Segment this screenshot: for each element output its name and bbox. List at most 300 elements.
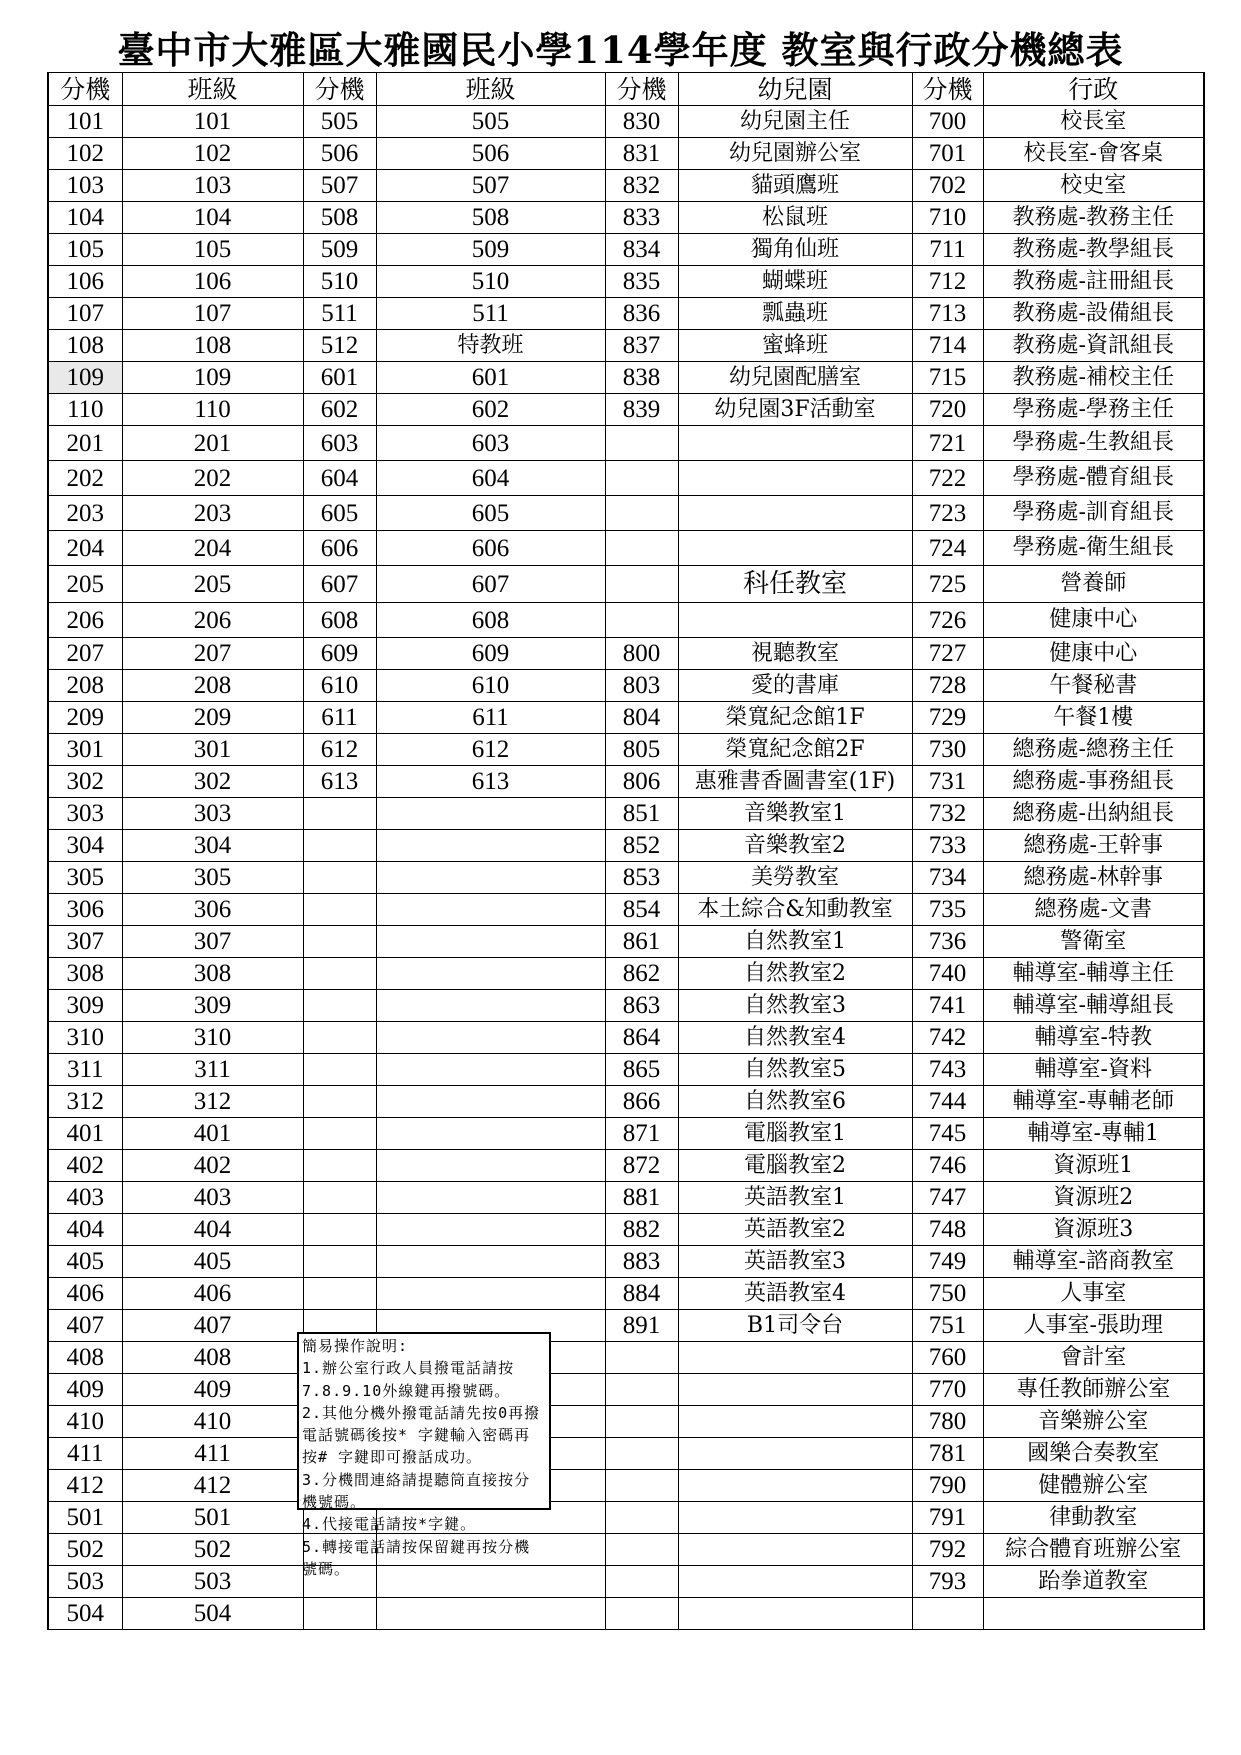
cell-ext: 410 <box>48 1406 122 1438</box>
table-row <box>48 1246 1204 1278</box>
cell-class: 310 <box>122 1022 303 1054</box>
cell-kg-ext <box>605 1470 678 1502</box>
cell-kg-room: 松鼠班 <box>678 202 912 234</box>
cell-class: 308 <box>122 958 303 990</box>
cell-kg-room <box>678 426 912 461</box>
cell-class2: 612 <box>376 734 605 766</box>
cell-admin-office <box>983 1598 1204 1630</box>
page-title: 臺中市大雅區大雅國民小學114學年度 教室與行政分機總表 <box>117 28 1124 72</box>
cell-ext: 405 <box>48 1246 122 1278</box>
cell-admin-office: 教務處-資訊組長 <box>983 330 1204 362</box>
cell-kg-ext: 891 <box>605 1310 678 1342</box>
cell-ext2 <box>303 1086 376 1118</box>
cell-class2 <box>376 1022 605 1054</box>
cell-kg-room <box>678 603 912 638</box>
cell-admin-ext: 792 <box>912 1534 983 1566</box>
cell-admin-office: 學務處-訓育組長 <box>983 496 1204 531</box>
cell-kg-room: 自然教室6 <box>678 1086 912 1118</box>
cell-class2 <box>376 830 605 862</box>
cell-ext: 107 <box>48 298 122 330</box>
cell-ext2 <box>303 862 376 894</box>
cell-ext2: 510 <box>303 266 376 298</box>
cell-class2 <box>376 1086 605 1118</box>
cell-ext: 202 <box>48 461 122 496</box>
table-row <box>48 1598 1204 1630</box>
cell-ext: 102 <box>48 138 122 170</box>
cell-class: 409 <box>122 1374 303 1406</box>
cell-admin-ext: 742 <box>912 1022 983 1054</box>
cell-ext2 <box>303 1150 376 1182</box>
cell-ext2: 508 <box>303 202 376 234</box>
cell-kg-room: 美勞教室 <box>678 862 912 894</box>
cell-admin-office: 人事室-張助理 <box>983 1310 1204 1342</box>
table-row <box>48 1470 1204 1502</box>
cell-kg-room: 英語教室1 <box>678 1182 912 1214</box>
header-admin-ext: 分機 <box>912 73 983 106</box>
cell-kg-room <box>678 1534 912 1566</box>
cell-class: 303 <box>122 798 303 830</box>
cell-kg-room <box>678 1502 912 1534</box>
cell-admin-office: 總務處-文書 <box>983 894 1204 926</box>
cell-class2 <box>376 1598 605 1630</box>
cell-admin-office: 學務處-衛生組長 <box>983 531 1204 566</box>
cell-admin-ext: 711 <box>912 234 983 266</box>
cell-ext: 404 <box>48 1214 122 1246</box>
cell-class: 105 <box>122 234 303 266</box>
cell-ext2 <box>303 926 376 958</box>
cell-ext: 304 <box>48 830 122 862</box>
cell-kg-room: 蝴蝶班 <box>678 266 912 298</box>
cell-kg-room: 瓢蟲班 <box>678 298 912 330</box>
cell-admin-ext: 715 <box>912 362 983 394</box>
table-row <box>48 1150 1204 1182</box>
cell-class: 501 <box>122 1502 303 1534</box>
table-row <box>48 138 1204 170</box>
cell-kg-room: 英語教室4 <box>678 1278 912 1310</box>
cell-kg-ext <box>605 1438 678 1470</box>
cell-kg-ext <box>605 1342 678 1374</box>
cell-class2 <box>376 1182 605 1214</box>
table-row <box>48 702 1204 734</box>
cell-ext: 409 <box>48 1374 122 1406</box>
table-row <box>48 1214 1204 1246</box>
cell-ext2: 609 <box>303 638 376 670</box>
cell-admin-ext: 780 <box>912 1406 983 1438</box>
cell-class: 202 <box>122 461 303 496</box>
cell-ext2: 512 <box>303 330 376 362</box>
header-kg-ext: 分機 <box>605 73 678 106</box>
cell-ext: 104 <box>48 202 122 234</box>
cell-ext2: 602 <box>303 394 376 426</box>
cell-ext: 504 <box>48 1598 122 1630</box>
cell-class: 209 <box>122 702 303 734</box>
cell-ext: 206 <box>48 603 122 638</box>
cell-kg-room: 榮寬紀念館2F <box>678 734 912 766</box>
cell-kg-ext <box>605 566 678 603</box>
cell-kg-room <box>678 1406 912 1438</box>
cell-admin-ext <box>912 1598 983 1630</box>
table-row <box>48 926 1204 958</box>
header-ext: 分機 <box>48 73 122 106</box>
cell-ext: 306 <box>48 894 122 926</box>
cell-class2: 608 <box>376 603 605 638</box>
cell-admin-ext: 701 <box>912 138 983 170</box>
table-row <box>48 394 1204 426</box>
cell-kg-ext: 863 <box>605 990 678 1022</box>
cell-admin-ext: 714 <box>912 330 983 362</box>
table-row <box>48 1374 1204 1406</box>
table-row <box>48 1438 1204 1470</box>
cell-ext: 308 <box>48 958 122 990</box>
cell-kg-room: 獨角仙班 <box>678 234 912 266</box>
cell-ext2: 611 <box>303 702 376 734</box>
cell-kg-ext: 833 <box>605 202 678 234</box>
cell-admin-office: 總務處-總務主任 <box>983 734 1204 766</box>
cell-kg-room: 蜜蜂班 <box>678 330 912 362</box>
cell-admin-office: 健康中心 <box>983 603 1204 638</box>
cell-admin-office: 午餐1樓 <box>983 702 1204 734</box>
cell-ext: 205 <box>48 566 122 603</box>
cell-kg-ext: 861 <box>605 926 678 958</box>
cell-kg-ext: 854 <box>605 894 678 926</box>
cell-admin-ext: 721 <box>912 426 983 461</box>
cell-kg-ext <box>605 531 678 566</box>
cell-admin-office: 教務處-設備組長 <box>983 298 1204 330</box>
cell-ext2 <box>303 958 376 990</box>
notes-heading: 簡易操作說明: <box>302 1337 409 1355</box>
table-row <box>48 638 1204 670</box>
cell-kg-ext: 882 <box>605 1214 678 1246</box>
cell-ext: 407 <box>48 1310 122 1342</box>
cell-class2: 607 <box>376 566 605 603</box>
cell-admin-office: 律動教室 <box>983 1502 1204 1534</box>
cell-ext2 <box>303 1118 376 1150</box>
cell-admin-ext: 702 <box>912 170 983 202</box>
cell-admin-office: 輔導室-專輔老師 <box>983 1086 1204 1118</box>
cell-admin-office: 教務處-教學組長 <box>983 234 1204 266</box>
cell-admin-ext: 725 <box>912 566 983 603</box>
cell-admin-ext: 727 <box>912 638 983 670</box>
cell-kg-room: 音樂教室1 <box>678 798 912 830</box>
cell-ext: 310 <box>48 1022 122 1054</box>
table-row <box>48 1342 1204 1374</box>
cell-admin-office: 跆拳道教室 <box>983 1566 1204 1598</box>
cell-kg-room: B1司令台 <box>678 1310 912 1342</box>
cell-kg-ext: 803 <box>605 670 678 702</box>
cell-kg-ext <box>605 461 678 496</box>
cell-admin-ext: 732 <box>912 798 983 830</box>
cell-admin-ext: 729 <box>912 702 983 734</box>
cell-admin-ext: 741 <box>912 990 983 1022</box>
table-row <box>48 531 1204 566</box>
cell-class: 106 <box>122 266 303 298</box>
table-row <box>48 670 1204 702</box>
cell-kg-ext: 836 <box>605 298 678 330</box>
cell-admin-office: 校長室-會客桌 <box>983 138 1204 170</box>
cell-kg-ext <box>605 1598 678 1630</box>
table-row <box>48 734 1204 766</box>
cell-ext: 301 <box>48 734 122 766</box>
cell-kg-ext: 839 <box>605 394 678 426</box>
cell-class: 204 <box>122 531 303 566</box>
cell-admin-office: 資源班1 <box>983 1150 1204 1182</box>
cell-kg-ext: 865 <box>605 1054 678 1086</box>
cell-kg-room: 英語教室2 <box>678 1214 912 1246</box>
table-row <box>48 496 1204 531</box>
cell-admin-office: 資源班3 <box>983 1214 1204 1246</box>
cell-ext: 208 <box>48 670 122 702</box>
table-row <box>48 1406 1204 1438</box>
cell-class2 <box>376 798 605 830</box>
cell-ext: 204 <box>48 531 122 566</box>
header-row <box>48 73 1204 106</box>
table-row <box>48 798 1204 830</box>
cell-admin-office: 營養師 <box>983 566 1204 603</box>
cell-ext: 307 <box>48 926 122 958</box>
table-row <box>48 1022 1204 1054</box>
cell-class: 102 <box>122 138 303 170</box>
cell-ext: 101 <box>48 106 122 138</box>
table-row <box>48 106 1204 138</box>
header-class: 班級 <box>122 73 303 106</box>
cell-kg-room: 幼兒園辦公室 <box>678 138 912 170</box>
cell-admin-ext: 731 <box>912 766 983 798</box>
cell-class2 <box>376 862 605 894</box>
cell-kg-room: 電腦教室1 <box>678 1118 912 1150</box>
cell-ext: 501 <box>48 1502 122 1534</box>
cell-class: 502 <box>122 1534 303 1566</box>
cell-ext2: 603 <box>303 426 376 461</box>
cell-class: 103 <box>122 170 303 202</box>
header-class2: 班級 <box>376 73 605 106</box>
table-row <box>48 566 1204 603</box>
cell-kg-room: 自然教室2 <box>678 958 912 990</box>
table-row <box>48 1086 1204 1118</box>
notes-item: 1.辦公室行政人員撥電話請按7.8.9.10外線鍵再撥號碼。 <box>302 1359 515 1400</box>
cell-admin-office: 警衛室 <box>983 926 1204 958</box>
cell-admin-ext: 744 <box>912 1086 983 1118</box>
cell-admin-ext: 724 <box>912 531 983 566</box>
cell-ext: 503 <box>48 1566 122 1598</box>
operation-notes <box>297 1332 551 1578</box>
cell-kg-ext: 872 <box>605 1150 678 1182</box>
cell-admin-ext: 747 <box>912 1182 983 1214</box>
table-row <box>48 426 1204 461</box>
cell-class: 312 <box>122 1086 303 1118</box>
cell-kg-ext: 805 <box>605 734 678 766</box>
cell-class2: 特教班 <box>376 330 605 362</box>
cell-admin-ext: 728 <box>912 670 983 702</box>
cell-class: 309 <box>122 990 303 1022</box>
cell-ext2: 610 <box>303 670 376 702</box>
table-row <box>48 362 1204 394</box>
cell-class: 304 <box>122 830 303 862</box>
cell-admin-office: 校史室 <box>983 170 1204 202</box>
cell-class: 311 <box>122 1054 303 1086</box>
notes-item: 5.轉接電話請按保留鍵再按分機號碼。 <box>302 1537 531 1578</box>
cell-class2 <box>376 958 605 990</box>
cell-ext: 305 <box>48 862 122 894</box>
cell-class: 206 <box>122 603 303 638</box>
cell-class2: 605 <box>376 496 605 531</box>
table-row <box>48 990 1204 1022</box>
cell-kg-ext: 851 <box>605 798 678 830</box>
cell-ext: 402 <box>48 1150 122 1182</box>
cell-class: 109 <box>122 362 303 394</box>
cell-admin-ext: 730 <box>912 734 983 766</box>
cell-class2: 506 <box>376 138 605 170</box>
cell-ext: 209 <box>48 702 122 734</box>
cell-admin-ext: 750 <box>912 1278 983 1310</box>
cell-class2 <box>376 1054 605 1086</box>
cell-class2: 602 <box>376 394 605 426</box>
cell-ext2: 605 <box>303 496 376 531</box>
cell-class2 <box>376 1246 605 1278</box>
cell-admin-office: 教務處-教務主任 <box>983 202 1204 234</box>
cell-ext: 302 <box>48 766 122 798</box>
table-row <box>48 894 1204 926</box>
cell-ext: 403 <box>48 1182 122 1214</box>
cell-class: 306 <box>122 894 303 926</box>
cell-class: 104 <box>122 202 303 234</box>
cell-ext: 408 <box>48 1342 122 1374</box>
cell-ext2: 601 <box>303 362 376 394</box>
cell-admin-ext: 723 <box>912 496 983 531</box>
cell-class: 407 <box>122 1310 303 1342</box>
table-row <box>48 266 1204 298</box>
header-ext2: 分機 <box>303 73 376 106</box>
cell-admin-office: 總務處-王幹事 <box>983 830 1204 862</box>
cell-kg-room <box>678 496 912 531</box>
cell-ext2 <box>303 1246 376 1278</box>
cell-kg-room <box>678 1374 912 1406</box>
table-row <box>48 830 1204 862</box>
cell-kg-room: 自然教室4 <box>678 1022 912 1054</box>
cell-class: 504 <box>122 1598 303 1630</box>
cell-class2 <box>376 1214 605 1246</box>
cell-class2 <box>376 926 605 958</box>
table-row <box>48 1054 1204 1086</box>
cell-ext2 <box>303 1182 376 1214</box>
cell-kg-ext: 835 <box>605 266 678 298</box>
cell-class2 <box>376 894 605 926</box>
cell-kg-ext <box>605 1566 678 1598</box>
cell-kg-ext: 806 <box>605 766 678 798</box>
cell-kg-room <box>678 531 912 566</box>
cell-ext: 309 <box>48 990 122 1022</box>
cell-kg-room: 幼兒園3F活動室 <box>678 394 912 426</box>
cell-kg-room <box>678 1342 912 1374</box>
cell-admin-ext: 735 <box>912 894 983 926</box>
table-row <box>48 234 1204 266</box>
cell-ext2 <box>303 1054 376 1086</box>
cell-class: 503 <box>122 1566 303 1598</box>
cell-kg-ext <box>605 496 678 531</box>
cell-kg-ext: 853 <box>605 862 678 894</box>
cell-kg-ext: 884 <box>605 1278 678 1310</box>
cell-ext2: 613 <box>303 766 376 798</box>
cell-class: 403 <box>122 1182 303 1214</box>
cell-class: 401 <box>122 1118 303 1150</box>
cell-kg-room: 幼兒園主任 <box>678 106 912 138</box>
cell-admin-office: 健康中心 <box>983 638 1204 670</box>
cell-admin-office: 輔導室-資料 <box>983 1054 1204 1086</box>
table-row <box>48 766 1204 798</box>
cell-kg-ext <box>605 426 678 461</box>
table-row <box>48 862 1204 894</box>
cell-kg-room <box>678 1470 912 1502</box>
cell-kg-ext: 862 <box>605 958 678 990</box>
cell-kg-room: 自然教室1 <box>678 926 912 958</box>
cell-kg-ext: 831 <box>605 138 678 170</box>
cell-admin-office: 教務處-註冊組長 <box>983 266 1204 298</box>
cell-class2: 508 <box>376 202 605 234</box>
cell-class2: 606 <box>376 531 605 566</box>
cell-admin-office: 會計室 <box>983 1342 1204 1374</box>
cell-ext: 406 <box>48 1278 122 1310</box>
cell-kg-ext: 852 <box>605 830 678 862</box>
cell-kg-room: 英語教室3 <box>678 1246 912 1278</box>
cell-class2: 601 <box>376 362 605 394</box>
table-row <box>48 1566 1204 1598</box>
cell-admin-office: 輔導室-輔導組長 <box>983 990 1204 1022</box>
cell-ext2 <box>303 1214 376 1246</box>
cell-admin-ext: 713 <box>912 298 983 330</box>
cell-admin-ext: 790 <box>912 1470 983 1502</box>
cell-ext2: 506 <box>303 138 376 170</box>
cell-ext: 412 <box>48 1470 122 1502</box>
cell-kg-ext: 834 <box>605 234 678 266</box>
cell-kg-room: 自然教室5 <box>678 1054 912 1086</box>
cell-admin-ext: 712 <box>912 266 983 298</box>
cell-kg-room: 音樂教室2 <box>678 830 912 862</box>
cell-admin-office: 音樂辦公室 <box>983 1406 1204 1438</box>
cell-admin-office: 學務處-體育組長 <box>983 461 1204 496</box>
cell-class: 408 <box>122 1342 303 1374</box>
cell-kg-ext: 837 <box>605 330 678 362</box>
cell-admin-office: 資源班2 <box>983 1182 1204 1214</box>
cell-class: 302 <box>122 766 303 798</box>
table-row <box>48 202 1204 234</box>
cell-class: 402 <box>122 1150 303 1182</box>
notes-item: 4.代接電話請按*字鍵。 <box>302 1515 477 1534</box>
cell-ext: 110 <box>48 394 122 426</box>
cell-kg-room: 貓頭鷹班 <box>678 170 912 202</box>
cell-class: 411 <box>122 1438 303 1470</box>
table-row <box>48 1534 1204 1566</box>
cell-admin-office: 總務處-出納組長 <box>983 798 1204 830</box>
cell-kg-room: 幼兒園配膳室 <box>678 362 912 394</box>
cell-kg-room: 惠雅書香圖書室(1F) <box>678 766 912 798</box>
cell-class: 107 <box>122 298 303 330</box>
cell-admin-office: 健體辦公室 <box>983 1470 1204 1502</box>
cell-class: 203 <box>122 496 303 531</box>
notes-item: 3.分機間連絡請提聽筒直接按分機號碼。 <box>302 1470 531 1512</box>
table-row <box>48 1502 1204 1534</box>
cell-admin-office: 學務處-學務主任 <box>983 394 1204 426</box>
cell-ext: 108 <box>48 330 122 362</box>
cell-class2: 510 <box>376 266 605 298</box>
cell-ext2 <box>303 798 376 830</box>
table-row <box>48 170 1204 202</box>
cell-admin-office: 綜合體育班辦公室 <box>983 1534 1204 1566</box>
cell-kg-ext: 800 <box>605 638 678 670</box>
cell-class: 101 <box>122 106 303 138</box>
cell-admin-ext: 736 <box>912 926 983 958</box>
extension-table <box>47 72 1205 1630</box>
cell-class2: 603 <box>376 426 605 461</box>
cell-ext2: 507 <box>303 170 376 202</box>
